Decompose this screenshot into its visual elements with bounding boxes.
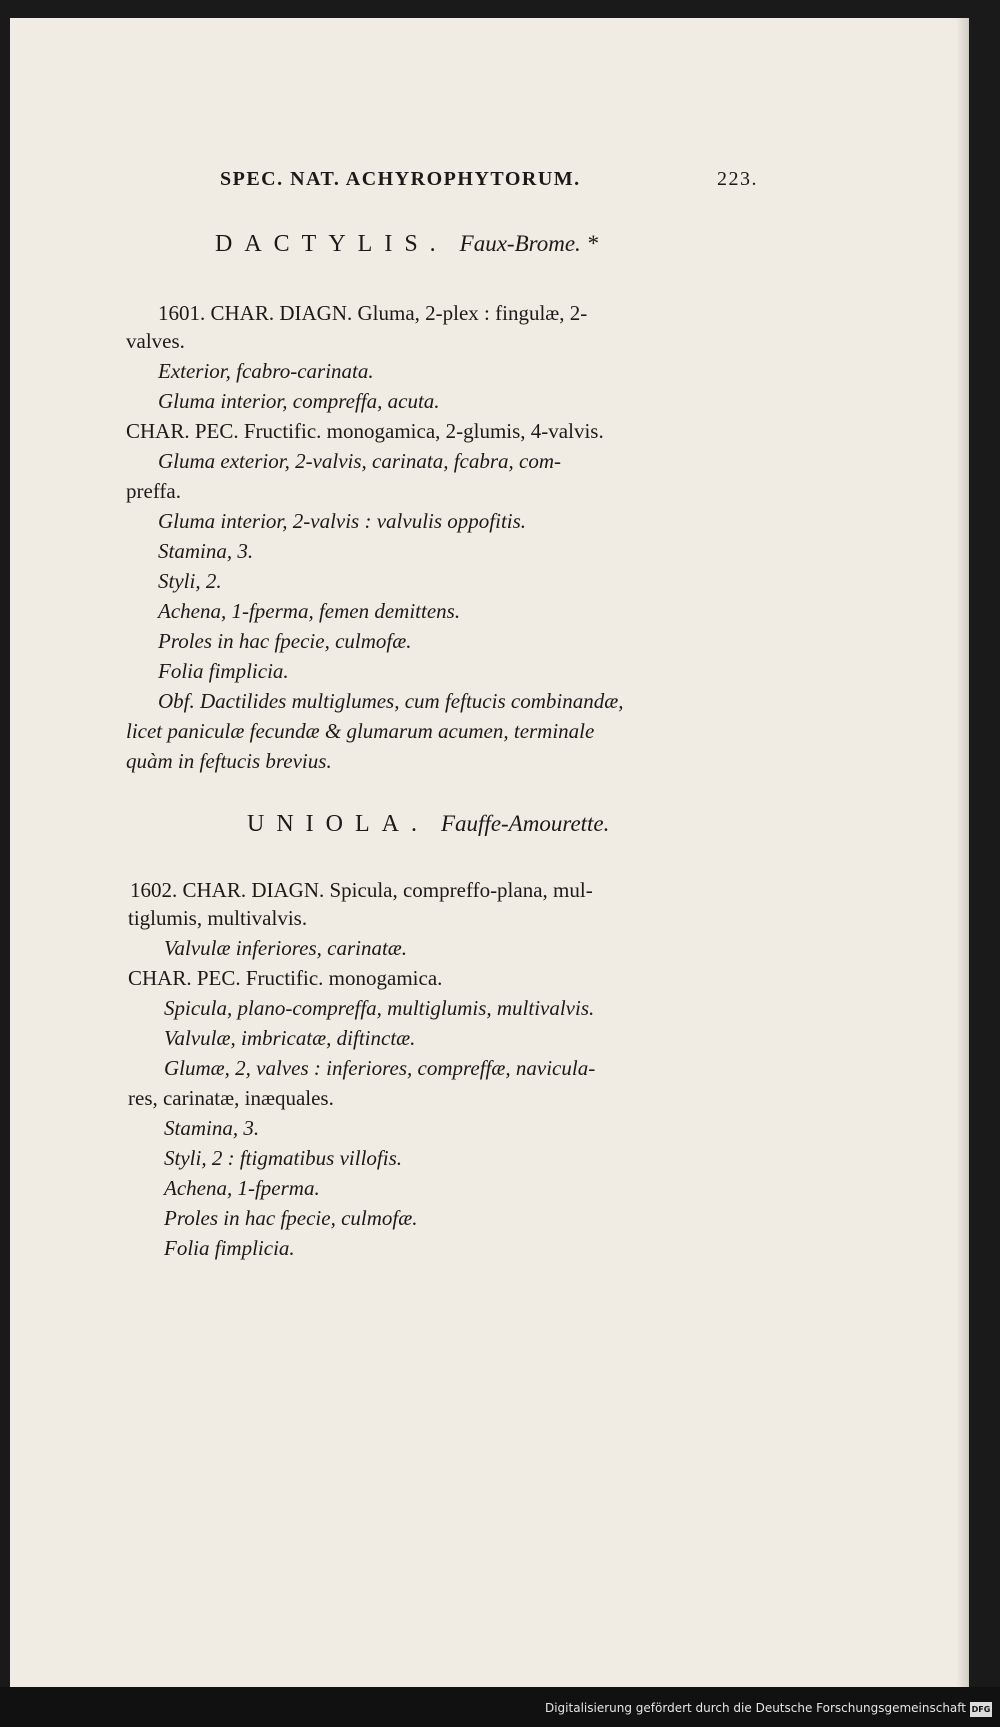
text-line: res, carinatæ, inæquales.: [128, 1086, 334, 1110]
funding-credit: Digitalisierung gefördert durch die Deutsche Forschungsgemeinschaft: [544, 1701, 966, 1715]
common-name: Faux-Brome. *: [459, 231, 599, 256]
text-line: Spicula, plano-compreffa, multiglumis, multivalvis.: [164, 996, 595, 1020]
text-line: 1601. CHAR. DIAGN. Gluma, 2-plex : fingulæ, 2-: [158, 301, 588, 325]
text-line: Styli, 2 : ftigmatibus villofis.: [164, 1146, 402, 1170]
text-line: tiglumis, multivalvis.: [128, 906, 308, 930]
text-line: Folia fimplicia.: [158, 659, 289, 683]
text-line: Proles in hac fpecie, culmofæ.: [158, 629, 412, 653]
text-line: Valvulæ inferiores, carinatæ.: [164, 936, 408, 960]
text-line: Valvulæ, imbricatæ, diftinctæ.: [164, 1026, 416, 1050]
running-title: SPEC. NAT. ACHYROPHYTORUM.: [220, 168, 581, 190]
text-line: quàm in feftucis brevius.: [126, 749, 332, 773]
common-name: Fauffe-Amourette.: [440, 811, 610, 836]
text-line: Folia fimplicia.: [164, 1236, 295, 1260]
section-title-uniola: [247, 811, 609, 838]
text-line: Glumæ, 2, valves : inferiores, compreffæ, navicula-: [164, 1056, 596, 1080]
genus-name: DACTYLIS.: [215, 231, 448, 257]
text-line: preffa.: [126, 479, 181, 503]
text-line: Achena, 1-fperma, femen demittens.: [158, 599, 461, 623]
section-title-dactylis: [215, 231, 598, 258]
text-line: Stamina, 3.: [158, 539, 254, 563]
text-line: licet paniculæ fecundæ & glumarum acumen, terminale: [126, 719, 595, 743]
page-text: [10, 18, 968, 1688]
text-line: 1602. CHAR. DIAGN. Spicula, compreffo-plana, mul-: [130, 878, 593, 902]
text-line: Achena, 1-fperma.: [164, 1176, 320, 1200]
book-page: [10, 18, 969, 1688]
text-line: Stamina, 3.: [164, 1116, 260, 1140]
text-line: Proles in hac fpecie, culmofæ.: [164, 1206, 418, 1230]
text-line: Gluma exterior, 2-valvis, carinata, fcabra, com-: [158, 449, 562, 473]
genus-name: UNIOLA.: [247, 811, 429, 837]
text-line: CHAR. PEC. Fructific. monogamica, 2-glumis, 4-valvis.: [126, 419, 604, 443]
footer-bar: [0, 1687, 1000, 1727]
text-line: Obf. Dactilides multiglumes, cum feftucis combinandæ,: [158, 689, 624, 713]
text-line: Exterior, fcabro-carinata.: [158, 359, 374, 383]
dfg-logo: DFG: [970, 1702, 992, 1717]
text-line: valves.: [126, 329, 185, 353]
text-line: CHAR. PEC. Fructific. monogamica.: [128, 966, 443, 990]
page-number: 223.: [717, 168, 758, 190]
text-line: Gluma interior, 2-valvis : valvulis oppofitis.: [158, 509, 527, 533]
text-line: Styli, 2.: [158, 569, 222, 593]
text-line: Gluma interior, compreffa, acuta.: [158, 389, 440, 413]
